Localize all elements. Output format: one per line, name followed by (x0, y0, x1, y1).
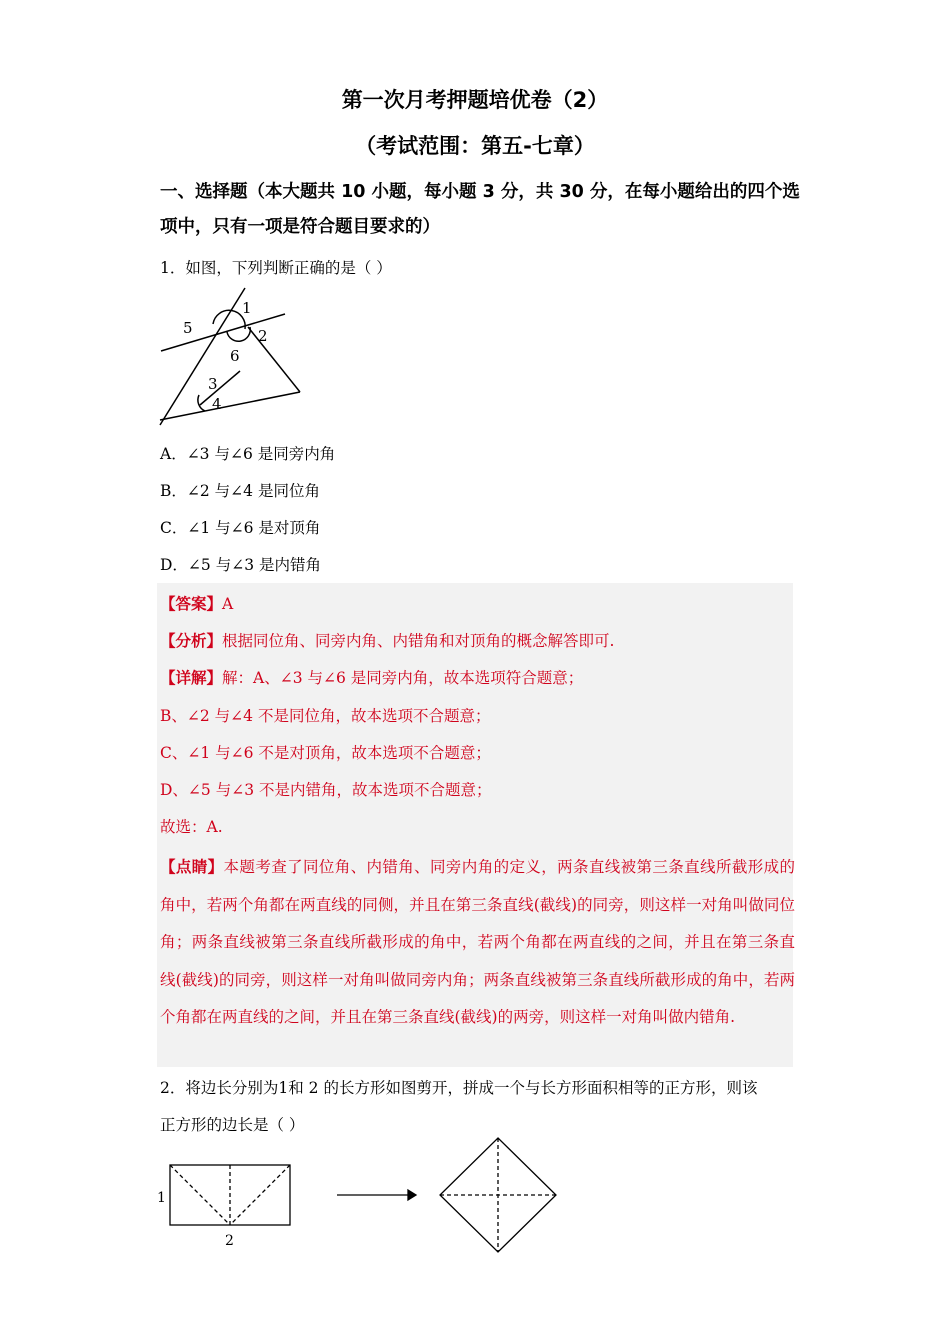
label-2: 2 (258, 327, 268, 345)
detail-line-2: B、∠2 与∠4 不是同位角，故本选项不合题意； (160, 707, 491, 725)
q2-stem-line2: 正方形的边长是（ ） (160, 1116, 305, 1134)
page-subtitle: （考试范围：第五-七章） (355, 134, 595, 158)
detail-tag: 【详解】 (160, 668, 223, 687)
analysis-line (160, 629, 614, 651)
rect-right-diag (230, 1165, 290, 1225)
analysis-text: 根据同位角、同旁内角、内错角和对顶角的概念解答即可. (222, 632, 615, 650)
arrow-head (408, 1190, 416, 1200)
option-b: B．∠2 与∠4 是同位角 (160, 482, 320, 500)
label-3: 3 (208, 375, 218, 393)
label-side-1: 1 (157, 1190, 166, 1206)
label-1: 1 (242, 299, 252, 317)
answer-tag: 【答案】 (160, 594, 223, 613)
answer-value: A (222, 595, 234, 613)
bottom-line (160, 392, 300, 420)
label-bottom-2: 2 (225, 1233, 234, 1249)
comment-tag: 【点睛】 (160, 857, 224, 876)
label-5: 5 (183, 319, 193, 337)
comment-block (160, 848, 795, 1037)
label-6: 6 (230, 347, 240, 365)
comment-text: 本题考查了同位角、内错角、同旁内角的定义，两条直线被第三条直线所截形成的角中，若两个角都在两直线的同侧，并且在第三条直线(截线)的同旁，则这样一对角叫做同位角；两条直线被第三条直线所截形成的角中，若两个角都在两直线的之间，并且在第三条直线(截线)的同旁，则这样一对角叫做同旁内角；两条直线被第三条直线所截形成的角中，若两个角都在两直线的之间，并且在第三条直线(截线)的两旁，则这样一对角叫做内错角. (160, 858, 795, 1027)
right-segment (248, 327, 300, 392)
page-title: 第一次月考押题培优卷（2） (341, 88, 609, 112)
section-heading: 一、选择题（本大题共 10 小题，每小题 3 分，共 30 分，在每小题给出的四个选项中，只有一项是符合题目要求的） (160, 182, 800, 237)
detail-line-1 (160, 666, 583, 688)
detail-line-5: 故选：A. (160, 818, 223, 836)
q1-figure (155, 282, 315, 432)
option-c: C．∠1 与∠6 是对顶角 (160, 519, 321, 537)
answer-line (160, 592, 233, 614)
q1-stem: 1．如图，下列判断正确的是（ ） (160, 259, 392, 277)
detail-line-3: C、∠1 与∠6 不是对顶角，故本选项不合题意； (160, 744, 491, 762)
detail-text-1: 解：A、∠3 与∠6 是同旁内角，故本选项符合题意； (222, 669, 584, 687)
label-4: 4 (212, 395, 222, 413)
detail-line-4: D、∠5 与∠3 不是内错角，故本选项不合题意； (160, 781, 492, 799)
option-d: D．∠5 与∠3 是内错角 (160, 556, 321, 574)
q2-figure (150, 1135, 570, 1255)
rect-left-diag (170, 1165, 230, 1225)
analysis-tag: 【分析】 (160, 631, 223, 650)
option-a: A．∠3 与∠6 是同旁内角 (160, 445, 336, 463)
q2-stem-line1: 2．将边长分别为1和 2 的长方形如图剪开，拼成一个与长方形面积相等的正方形，则该 (160, 1079, 758, 1097)
angle-arc-1-2 (227, 327, 250, 341)
